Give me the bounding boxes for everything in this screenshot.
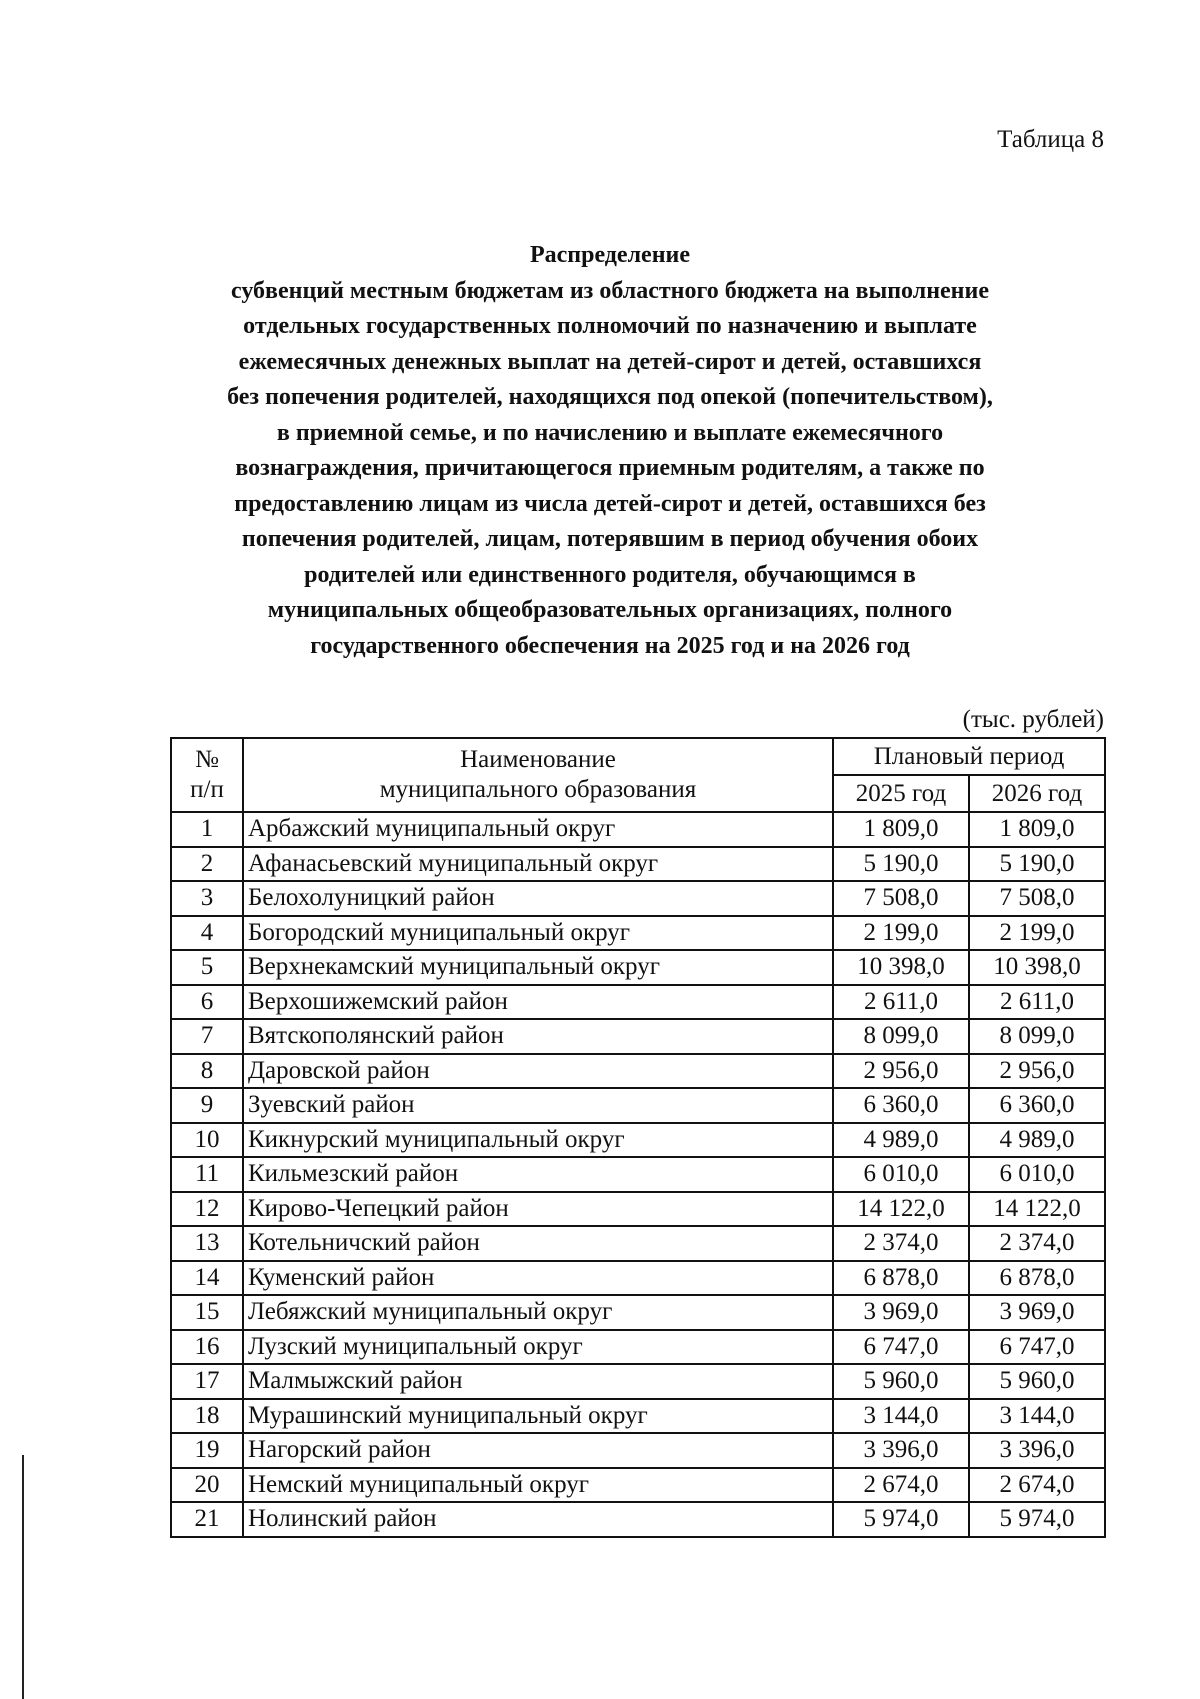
municipality-name: Лебяжский муниципальный округ xyxy=(243,1295,833,1330)
table-row xyxy=(171,881,1105,916)
table-row xyxy=(171,847,1105,882)
table-row xyxy=(171,1019,1105,1054)
municipality-name: Кильмезский район xyxy=(243,1157,833,1192)
value-2025: 6 878,0 xyxy=(833,1261,969,1296)
unit-note: (тыс. рублей) xyxy=(962,706,1104,733)
value-2026: 14 122,0 xyxy=(969,1192,1105,1227)
heading-title: Распределение xyxy=(529,242,691,268)
value-2026: 1 809,0 xyxy=(969,812,1105,847)
municipality-name: Кикнурский муниципальный округ xyxy=(243,1123,833,1158)
header-name-line1: Наименование xyxy=(460,746,616,773)
municipality-name: Нагорский район xyxy=(243,1433,833,1468)
value-2026: 2 674,0 xyxy=(969,1468,1105,1503)
row-number: 8 xyxy=(171,1054,243,1089)
header-num-line2: п/п xyxy=(190,776,224,803)
row-number: 15 xyxy=(171,1295,243,1330)
heading-line: муниципальных общеобразовательных организациях, полного xyxy=(267,597,953,623)
table-row xyxy=(171,1261,1105,1296)
row-number: 10 xyxy=(171,1123,243,1158)
header-num-line1: № xyxy=(195,746,219,773)
table-body xyxy=(171,812,1105,1537)
subvention-table xyxy=(170,737,1106,1538)
table-row xyxy=(171,1330,1105,1365)
value-2026: 2 199,0 xyxy=(969,916,1105,951)
heading-line: ежемесячных денежных выплат на детей-сирот и детей, оставшихся xyxy=(238,348,982,375)
value-2025: 2 199,0 xyxy=(833,916,969,951)
heading-line: отдельных государственных полномочий по назначению и выплате xyxy=(243,313,977,339)
header-year-2026: 2026 год xyxy=(969,775,1105,812)
municipality-name: Кирово-Чепецкий район xyxy=(243,1192,833,1227)
row-number: 2 xyxy=(171,847,243,882)
header-name xyxy=(243,738,833,812)
document-heading xyxy=(160,238,1060,664)
table-row xyxy=(171,1088,1105,1123)
table-row xyxy=(171,1502,1105,1537)
value-2025: 2 374,0 xyxy=(833,1226,969,1261)
value-2025: 2 674,0 xyxy=(833,1468,969,1503)
scan-margin-line xyxy=(22,1455,24,1699)
value-2025: 8 099,0 xyxy=(833,1019,969,1054)
value-2026: 6 878,0 xyxy=(969,1261,1105,1296)
heading-line: субвенций местным бюджетам из областного бюджета на выполнение xyxy=(230,277,989,304)
value-2026: 3 144,0 xyxy=(969,1399,1105,1434)
row-number: 5 xyxy=(171,950,243,985)
value-2026: 6 747,0 xyxy=(969,1330,1105,1365)
row-number: 19 xyxy=(171,1433,243,1468)
table-row xyxy=(171,1054,1105,1089)
municipality-name: Куменский район xyxy=(243,1261,833,1296)
row-number: 13 xyxy=(171,1226,243,1261)
municipality-name: Белохолуницкий район xyxy=(243,881,833,916)
header-name-line2: муниципального образования xyxy=(379,776,697,803)
value-2026: 2 956,0 xyxy=(969,1054,1105,1089)
table-row xyxy=(171,916,1105,951)
value-2025: 5 974,0 xyxy=(833,1502,969,1537)
municipality-name: Мурашинский муниципальный округ xyxy=(243,1399,833,1434)
header-num xyxy=(171,738,243,812)
municipality-name: Арбажский муниципальный округ xyxy=(243,812,833,847)
row-number: 16 xyxy=(171,1330,243,1365)
row-number: 14 xyxy=(171,1261,243,1296)
table-row xyxy=(171,1364,1105,1399)
value-2025: 3 144,0 xyxy=(833,1399,969,1434)
table-row xyxy=(171,1157,1105,1192)
value-2026: 5 190,0 xyxy=(969,847,1105,882)
value-2025: 3 969,0 xyxy=(833,1295,969,1330)
value-2026: 8 099,0 xyxy=(969,1019,1105,1054)
table-row xyxy=(171,950,1105,985)
table-number-label: Таблица 8 xyxy=(997,126,1104,153)
table-row xyxy=(171,1123,1105,1158)
municipality-name: Верхнекамский муниципальный округ xyxy=(243,950,833,985)
municipality-name: Богородский муниципальный округ xyxy=(243,916,833,951)
value-2026: 3 969,0 xyxy=(969,1295,1105,1330)
row-number: 9 xyxy=(171,1088,243,1123)
table-row xyxy=(171,1192,1105,1227)
row-number: 18 xyxy=(171,1399,243,1434)
table-row xyxy=(171,1399,1105,1434)
municipality-name: Даровской район xyxy=(243,1054,833,1089)
value-2025: 5 960,0 xyxy=(833,1364,969,1399)
value-2026: 4 989,0 xyxy=(969,1123,1105,1158)
value-2025: 5 190,0 xyxy=(833,847,969,882)
row-number: 20 xyxy=(171,1468,243,1503)
row-number: 7 xyxy=(171,1019,243,1054)
row-number: 3 xyxy=(171,881,243,916)
value-2025: 2 956,0 xyxy=(833,1054,969,1089)
value-2025: 14 122,0 xyxy=(833,1192,969,1227)
municipality-name: Немский муниципальный округ xyxy=(243,1468,833,1503)
row-number: 17 xyxy=(171,1364,243,1399)
row-number: 11 xyxy=(171,1157,243,1192)
heading-line: родителей или единственного родителя, обучающимся в xyxy=(304,561,916,588)
value-2025: 4 989,0 xyxy=(833,1123,969,1158)
table-row xyxy=(171,1295,1105,1330)
heading-line: попечения родителей, лицам, потерявшим в период обучения обоих xyxy=(241,526,979,552)
municipality-name: Афанасьевский муниципальный округ xyxy=(243,847,833,882)
municipality-name: Верхошижемский район xyxy=(243,985,833,1020)
heading-line: без попечения родителей, находящихся под опекой (попечительством), xyxy=(227,384,993,410)
value-2026: 3 396,0 xyxy=(969,1433,1105,1468)
value-2026: 7 508,0 xyxy=(969,881,1105,916)
value-2025: 10 398,0 xyxy=(833,950,969,985)
value-2026: 5 960,0 xyxy=(969,1364,1105,1399)
heading-line: вознаграждения, причитающегося приемным родителям, а также по xyxy=(235,455,985,481)
table-row xyxy=(171,1468,1105,1503)
row-number: 6 xyxy=(171,985,243,1020)
row-number: 21 xyxy=(171,1502,243,1537)
municipality-name: Лузский муниципальный округ xyxy=(243,1330,833,1365)
table-header xyxy=(171,738,1105,812)
value-2025: 6 360,0 xyxy=(833,1088,969,1123)
municipality-name: Малмыжский район xyxy=(243,1364,833,1399)
municipality-name: Зуевский район xyxy=(243,1088,833,1123)
header-year-2025: 2025 год xyxy=(833,775,969,812)
row-number: 12 xyxy=(171,1192,243,1227)
table-row xyxy=(171,1226,1105,1261)
heading-line: предоставлению лицам из числа детей-сирот и детей, оставшихся без xyxy=(234,490,986,517)
value-2026: 10 398,0 xyxy=(969,950,1105,985)
value-2026: 2 611,0 xyxy=(969,985,1105,1020)
heading-line: в приемной семье, и по начислению и выплате ежемесячного xyxy=(276,419,944,446)
municipality-name: Вятскополянский район xyxy=(243,1019,833,1054)
table-row xyxy=(171,812,1105,847)
municipality-name: Котельничский район xyxy=(243,1226,833,1261)
value-2026: 6 360,0 xyxy=(969,1088,1105,1123)
value-2025: 6 010,0 xyxy=(833,1157,969,1192)
value-2025: 2 611,0 xyxy=(833,985,969,1020)
header-period: Плановый период xyxy=(833,738,1105,775)
value-2025: 6 747,0 xyxy=(833,1330,969,1365)
value-2026: 6 010,0 xyxy=(969,1157,1105,1192)
table-row xyxy=(171,985,1105,1020)
row-number: 4 xyxy=(171,916,243,951)
heading-line: государственного обеспечения на 2025 год и на 2026 год xyxy=(310,632,910,659)
table-row xyxy=(171,1433,1105,1468)
value-2026: 2 374,0 xyxy=(969,1226,1105,1261)
value-2025: 7 508,0 xyxy=(833,881,969,916)
value-2025: 3 396,0 xyxy=(833,1433,969,1468)
municipality-name: Нолинский район xyxy=(243,1502,833,1537)
value-2026: 5 974,0 xyxy=(969,1502,1105,1537)
value-2025: 1 809,0 xyxy=(833,812,969,847)
row-number: 1 xyxy=(171,812,243,847)
